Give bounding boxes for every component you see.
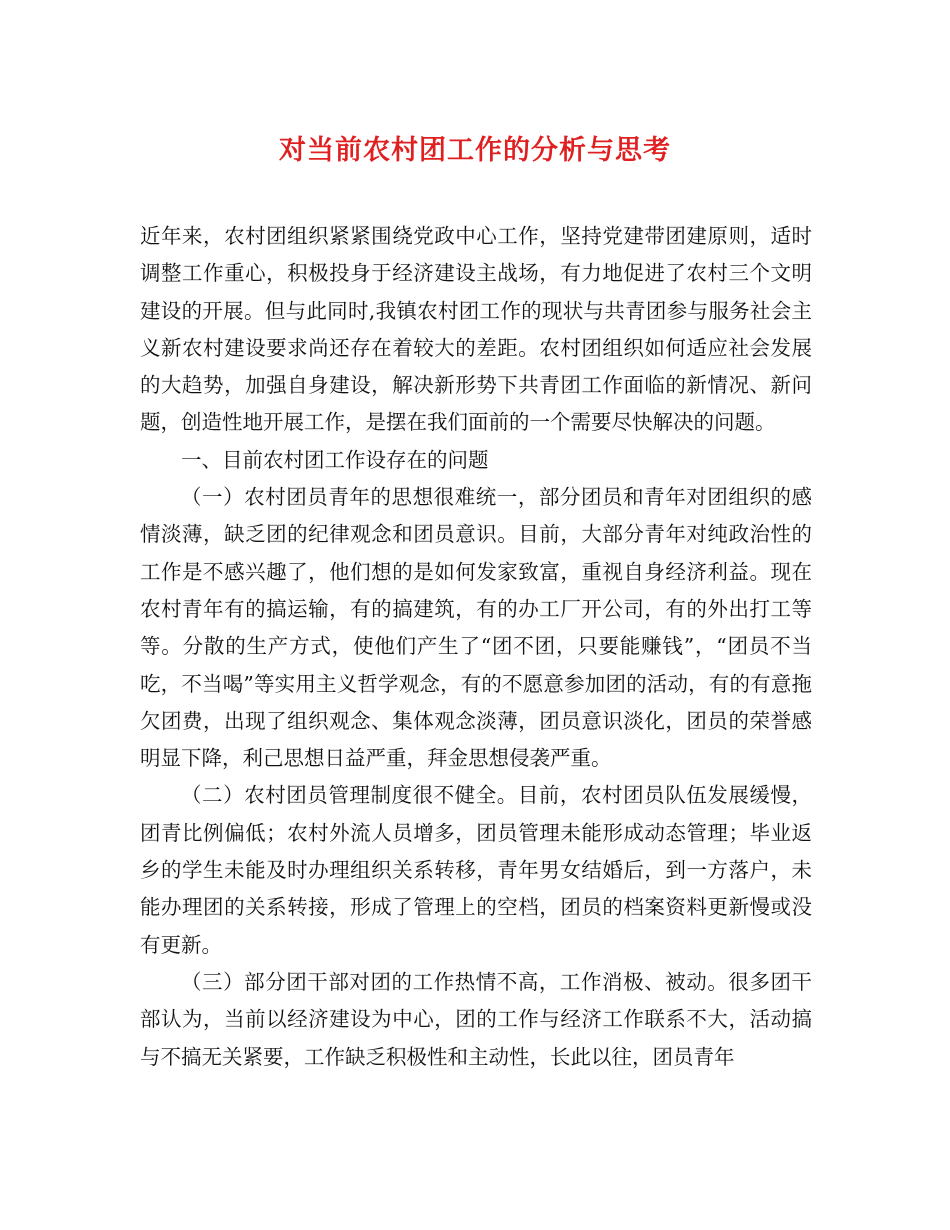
paragraph-intro: 近年来，农村团组织紧紧围绕党政中心工作，坚持党建带团建原则，适时调整工作重心，积极投身于经济建设主战场，有力地促进了农村三个文明建设的开展。但与此同时,我镇农村团工作的现状与共青团参与服务社会主义新农村建设要求尚还存在着较大的差距。农村团组织如何适应社会发展的大趋势，加强自身建设，解决新形势下共青团工作面临的新情况、新问题，创造性地开展工作，是摆在我们面前的一个需要尽快解决的问题。 (140, 224, 812, 435)
section-heading: 一、目前农村团工作设存在的问题 (181, 447, 489, 472)
paragraph-point-1: （一）农村团员青年的思想很难统一，部分团员和青年对团组织的感情淡薄，缺乏团的纪律观念和团员意识。目前，大部分青年对纯政治性的工作是不感兴趣了，他们想的是如何发家致富，重视自身经济利益。现在农村青年有的搞运输，有的搞建筑，有的办工厂开公司，有的外出打工等等。分散的生产方式，使他们产生了“团不团，只要能赚钱”，“团员不当吃，不当喝”等实用主义哲学观念，有的不愿意参加团的活动，有的有意拖欠团费，出现了组织观念、集体观念淡薄，团员意识淡化，团员的荣誉感明显下降，利己思想日益严重，拜金思想侵袭严重。 (140, 485, 812, 771)
document-body (140, 218, 812, 1076)
paragraph-point-3: （三）部分团干部对团的工作热情不高，工作消极、被动。很多团干部认为，当前以经济建设为中心，团的工作与经济工作联系不大，活动搞与不搞无关紧要，工作缺乏积极性和主动性，长此以往，团员青年 (140, 969, 812, 1069)
paragraph-point-2: （二）农村团员管理制度很不健全。目前，农村团员队伍发展缓慢，团青比例偏低；农村外流人员增多，团员管理未能形成动态管理；毕业返乡的学生未能及时办理组织关系转移，青年男女结婚后，到一方落户，未能办理团的关系转接，形成了管理上的空档，团员的档案资料更新慢或没有更新。 (140, 783, 812, 957)
document-title: 对当前农村团工作的分析与思考 (279, 135, 671, 166)
